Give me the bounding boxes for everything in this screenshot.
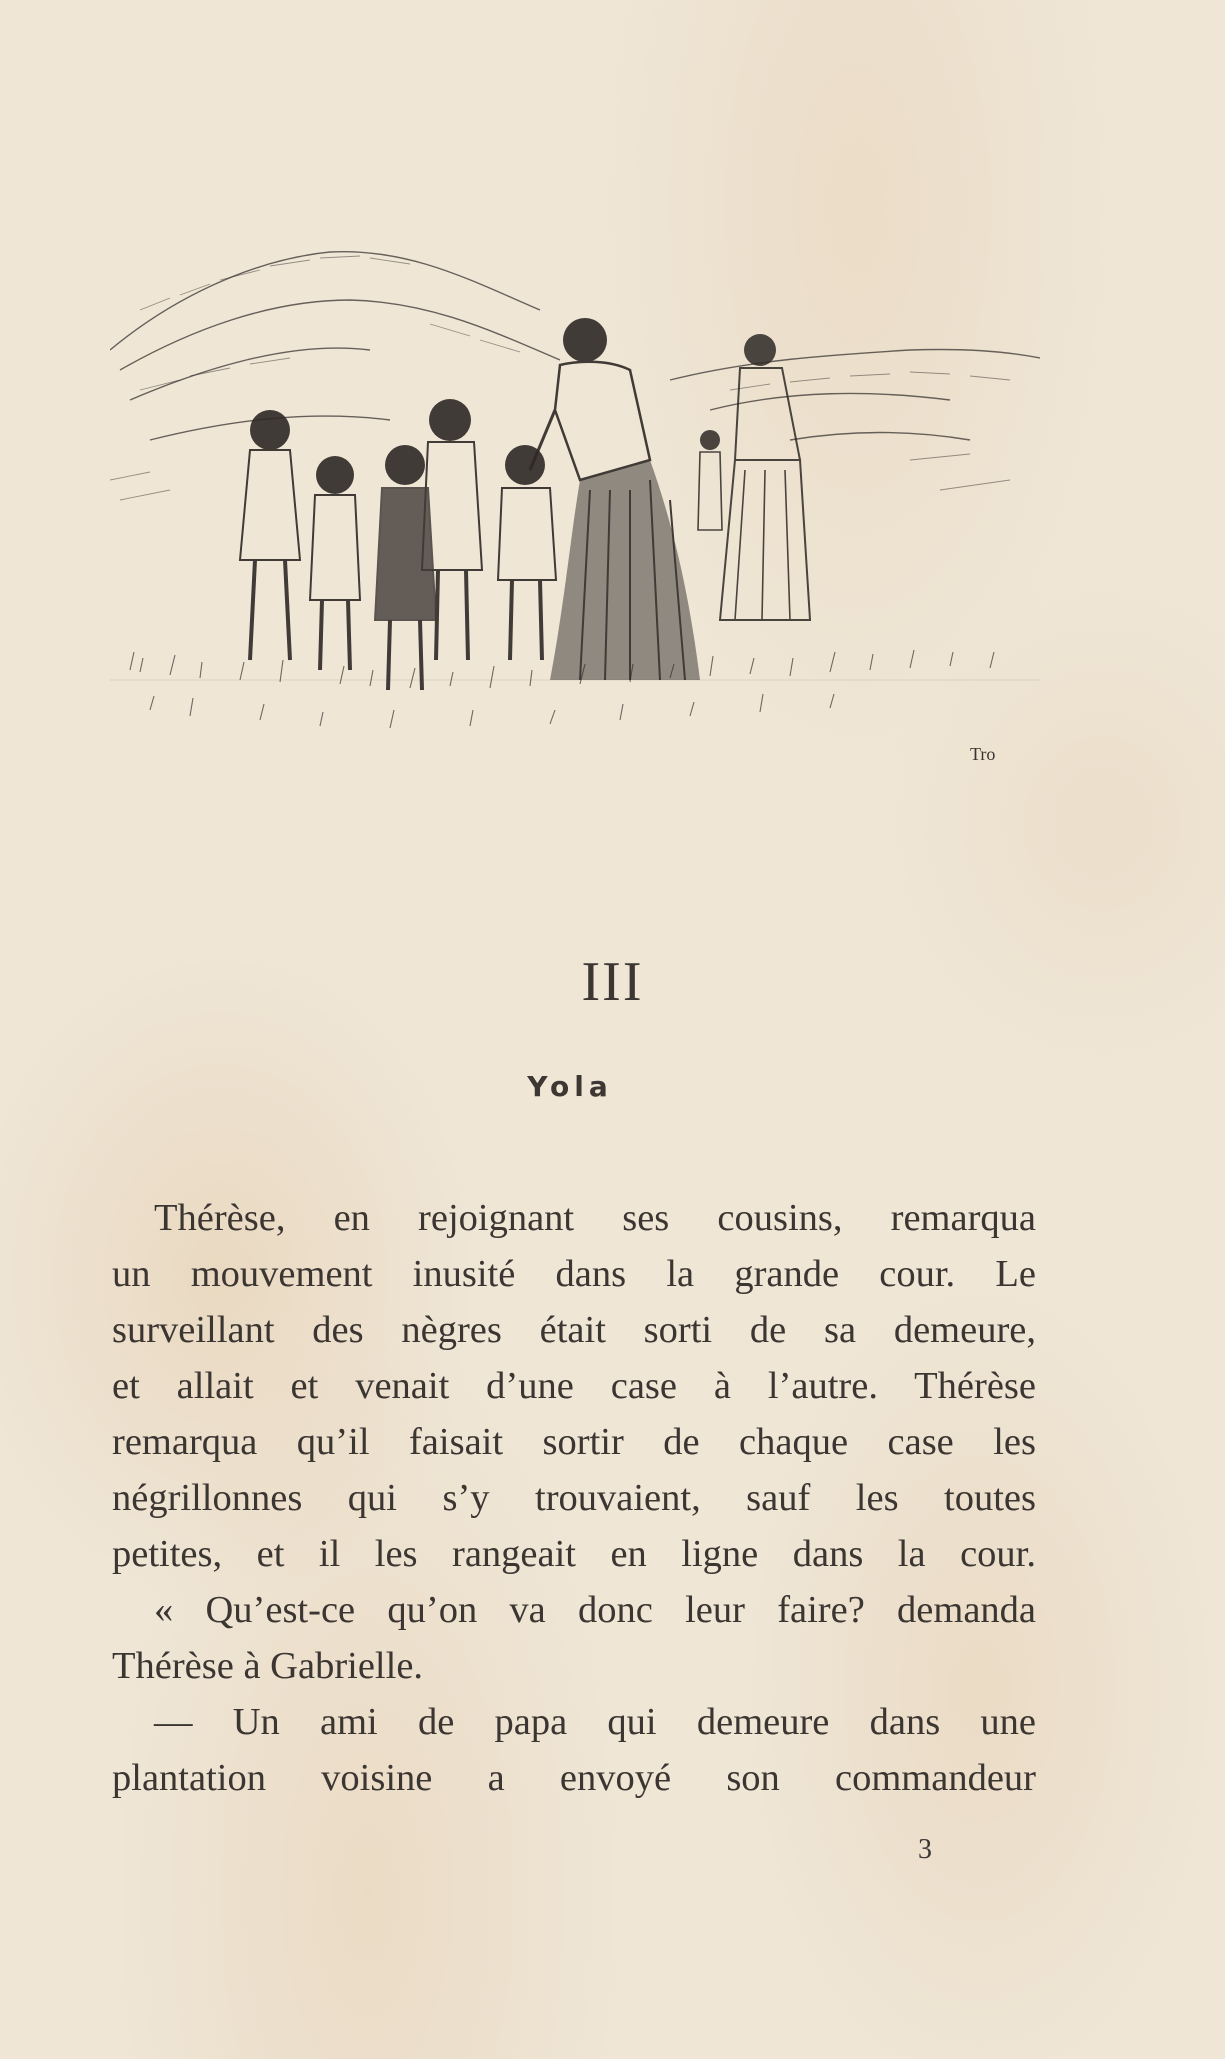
engraving-illustration-icon <box>110 240 1040 800</box>
body-text <box>112 1190 1036 1806</box>
text-line: négrillonnes qui s’y trouvaient, sauf les toutes <box>112 1477 1036 1519</box>
text-line: un mouvement inusité dans la grande cour. Le <box>112 1253 1036 1295</box>
text-line: surveillant des nègres était sorti de sa demeure, <box>112 1309 1036 1351</box>
text-line: remarqua qu’il faisait sortir de chaque case les <box>112 1421 1036 1463</box>
text-line: et allait et venait d’une case à l’autre. Thérèse <box>112 1365 1036 1407</box>
text-line: petites, et il les rangeait en ligne dans la cour. <box>112 1533 1036 1575</box>
illustration-signature: Tro <box>970 744 996 764</box>
text-line: — Un ami de papa qui demeure dans une <box>154 1701 1036 1743</box>
text-line: Thérèse, en rejoignant ses cousins, remarqua <box>154 1197 1036 1239</box>
text-line: « Qu’est-ce qu’on va donc leur faire? demanda <box>154 1589 1036 1631</box>
page-number: 3 <box>918 1834 932 1865</box>
chapter-title: Yola <box>527 1070 613 1103</box>
text-line: Thérèse à Gabrielle. <box>112 1645 424 1687</box>
text-line: plantation voisine a envoyé son commandeur <box>112 1757 1036 1799</box>
chapter-number: III <box>581 951 644 1013</box>
